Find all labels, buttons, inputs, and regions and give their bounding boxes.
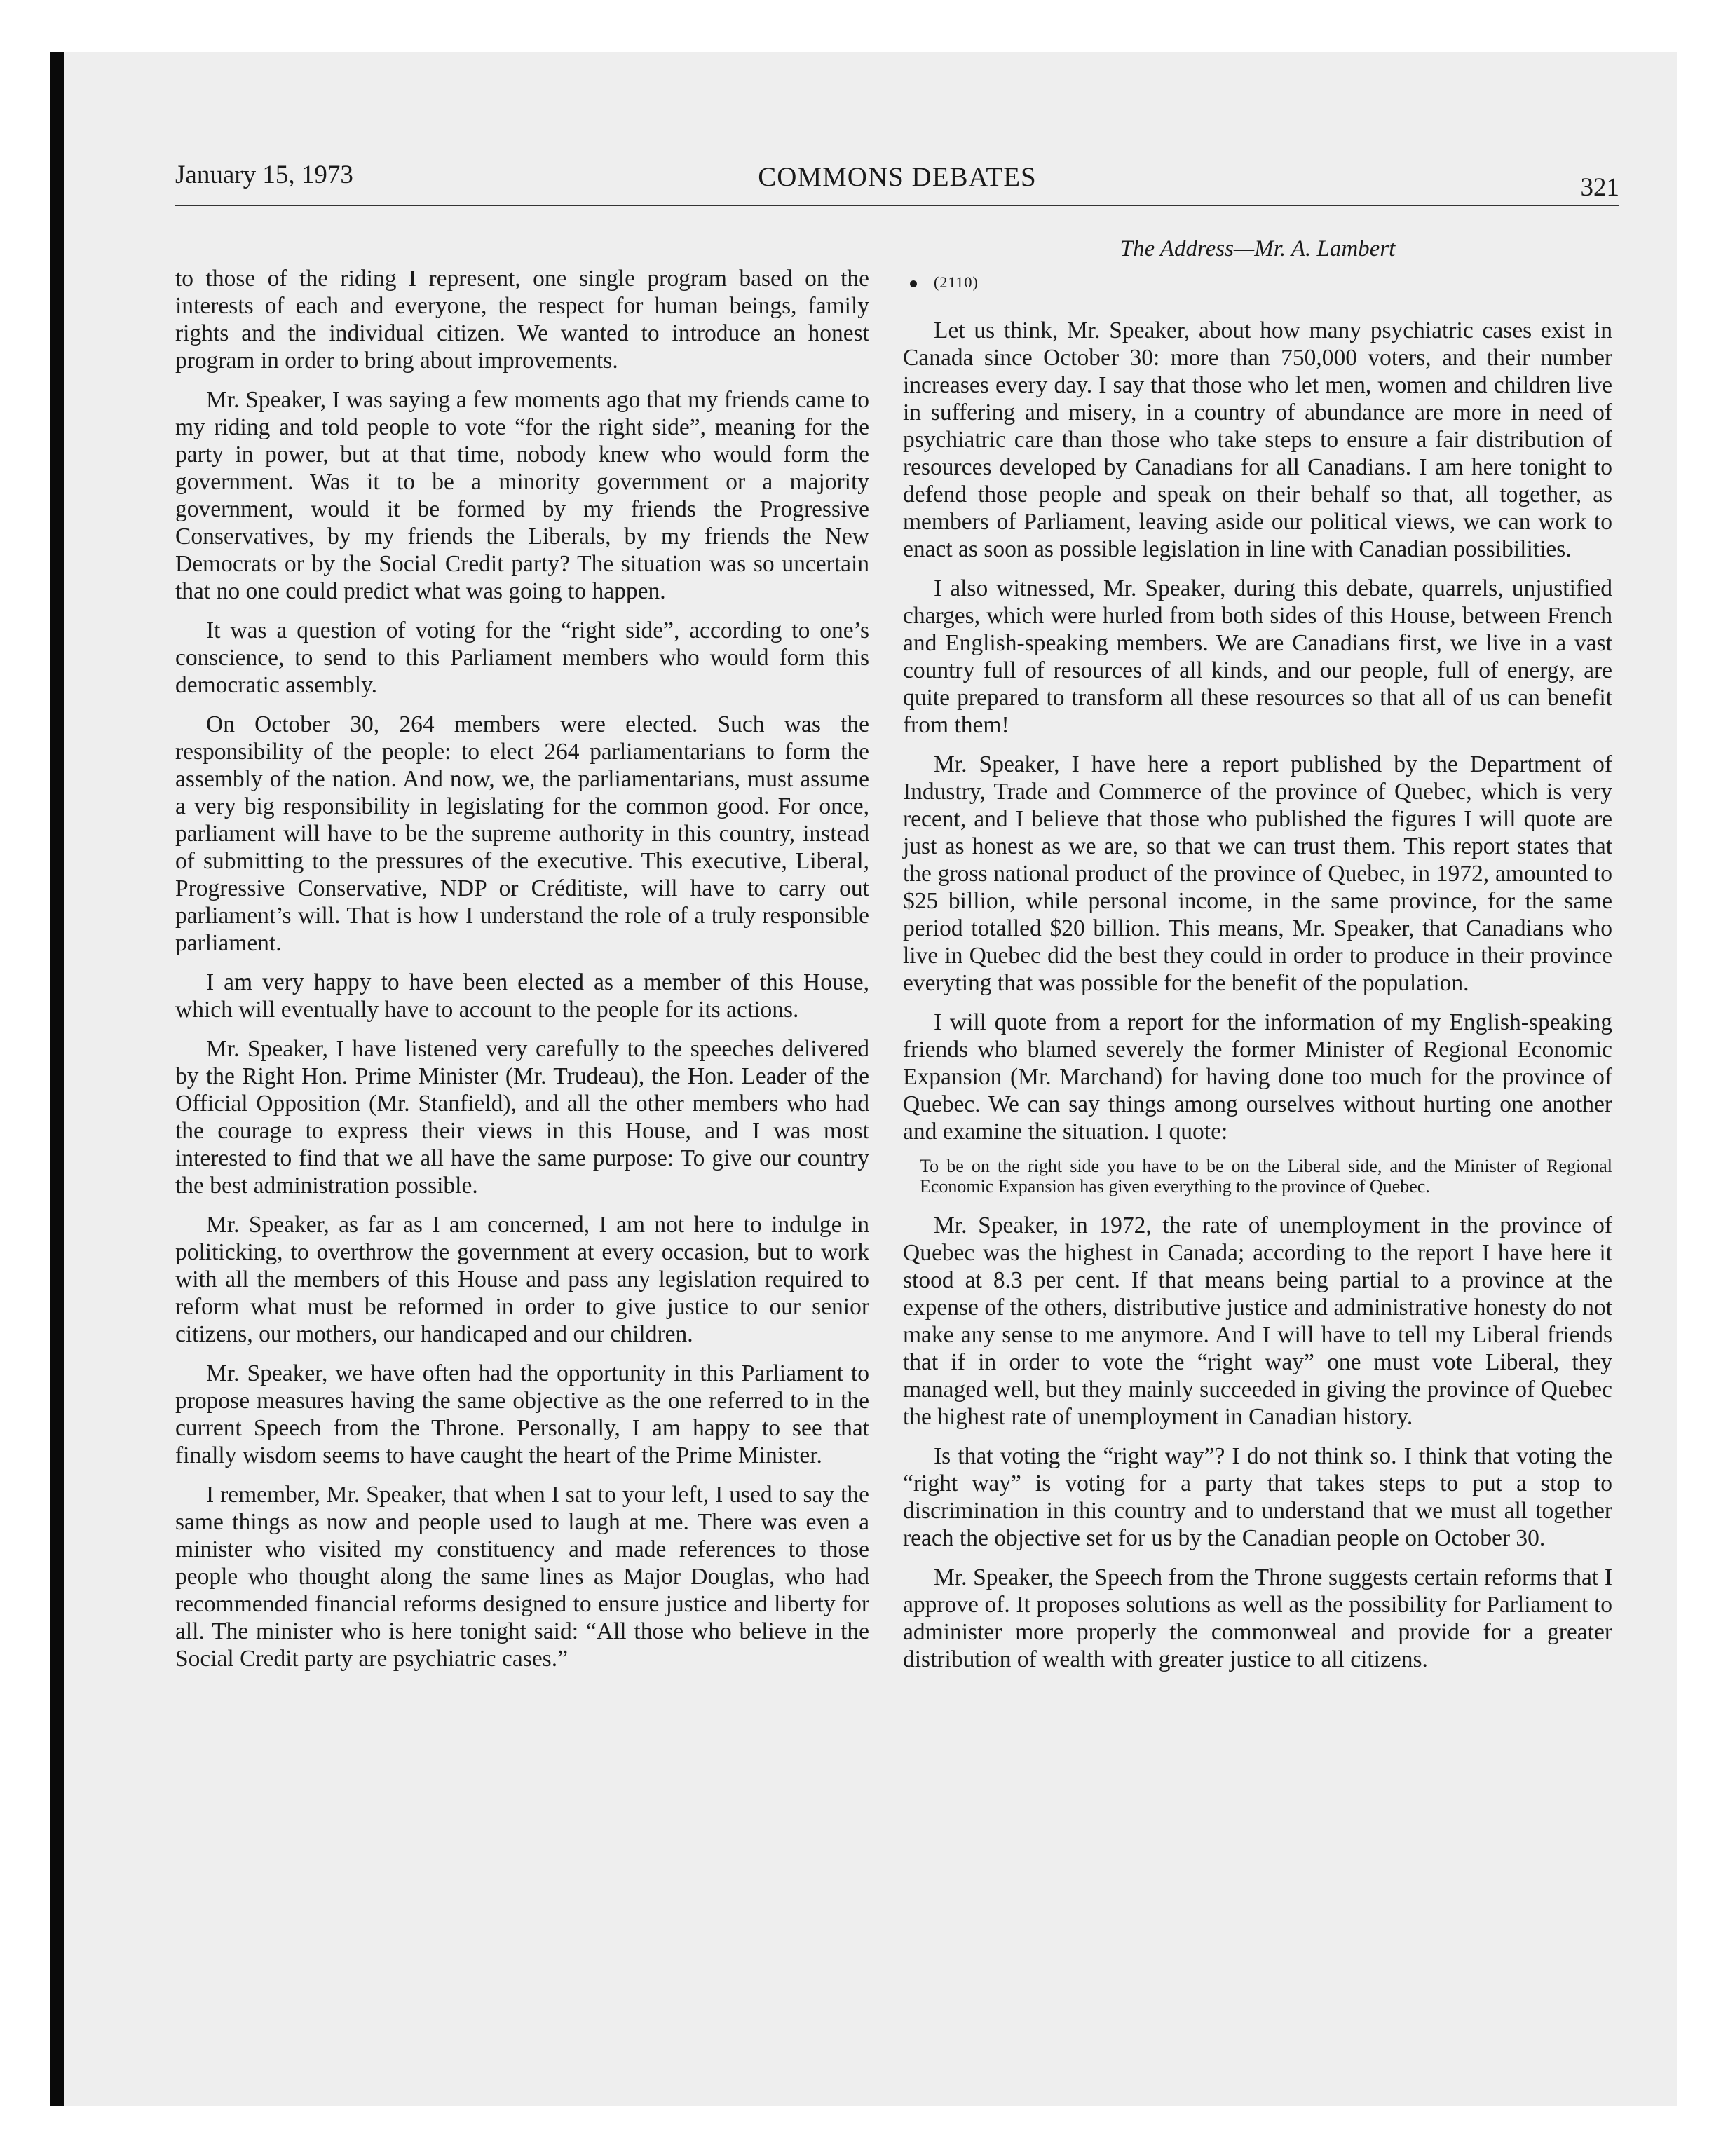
paragraph: I am very happy to have been elected as a member of this House, which will eventually have to account to the people for its actions. bbox=[175, 969, 869, 1023]
header-rule bbox=[175, 205, 1619, 206]
paragraph: Let us think, Mr. Speaker, about how many psychiatric cases exist in Canada since October 30: more than 750,000 voters, and their number increases every day. I say that those who let men, women and children live in suffering and misery, in a country of abundance are more in need of psychiatric care than those who take steps to ensure a fair distribution of resources developed by Canadians for all Canadians. I am here tonight to defend those people and speak on their behalf so that, all together, as members of Parliament, leaving aside our political views, we can work to enact as soon as possible legislation in line with Canadian possibilities. bbox=[903, 318, 1612, 562]
paragraph: Mr. Speaker, as far as I am concerned, I am not here to indulge in politicking, to overthrow the government at every occasion, but to work with all the members of this House and pass any legislation required to reform what must be reformed in order to give justice to our senior citizens, our mothers, our handicaped and our children. bbox=[175, 1212, 869, 1347]
running-head: The Address—Mr. A. Lambert bbox=[1120, 236, 1396, 261]
right-column bbox=[903, 236, 1612, 1685]
scan-binding-edge bbox=[50, 52, 64, 2106]
paragraph: Mr. Speaker, I have here a report published by the Department of Industry, Trade and Commerce of the province of Quebec, which is very recent, and I believe that those who published the figures I will quote are just as honest as we are, so that we can trust them. This report states that the gross national product of the province of Quebec, in 1972, amounted to $25 billion, while personal income, in the same province, for the same period totalled $20 billion. This means, Mr. Speaker, that Canadians who live in Quebec did the best they could in order to produce in their province everyting that was possible for the benefit of the population. bbox=[903, 751, 1612, 996]
paragraph: Mr. Speaker, we have often had the opportunity in this Parliament to propose measures having the same objective as the one referred to in the current Speech from the Throne. Personally, I am happy to see that finally wisdom seems to have caught the heart of the Prime Minister. bbox=[175, 1360, 869, 1468]
paragraph: Mr. Speaker, I have listened very carefully to the speeches delivered by the Right Hon. Prime Minister (Mr. Trudeau), the Hon. Leader of the Official Opposition (Mr. Stanfield), and all the other members who had the courage to express their views in this House, and I was most interested to find that we all have the same purpose: To give our country the best administration possible. bbox=[175, 1036, 869, 1199]
paragraph: Is that voting the “right way”? I do not think so. I think that voting the “right way” is voting for a party that takes steps to put a stop to discrimination in this country and to understand that we must all together reach the objective set for us by the Canadian people on October 30. bbox=[903, 1443, 1612, 1551]
page-header bbox=[175, 160, 1619, 203]
paragraph: Mr. Speaker, the Speech from the Throne suggests certain reforms that I approve of. It proposes solutions as well as the possibility for Parliament to administer more properly the commonweal and provide for a greater distribution of wealth with greater justice to all citizens. bbox=[903, 1564, 1612, 1672]
paragraph: I also witnessed, Mr. Speaker, during this debate, quarrels, unjustified charges, which were hurled from both sides of this House, between French and English-speaking members. We are Canadians first, we live in a vast country full of resources of all kinds, and our people, full of energy, are quite prepared to transform all these resources so that all of us can benefit from them! bbox=[903, 575, 1612, 738]
block-quote: To be on the right side you have to be on the Liberal side, and the Minister of Regional Economic Expansion has given everything to the province of Quebec. bbox=[920, 1156, 1612, 1196]
left-column bbox=[175, 265, 869, 1684]
time-marker-label: (2110) bbox=[934, 273, 979, 291]
header-title: COMMONS DEBATES bbox=[758, 162, 1037, 192]
time-marker bbox=[910, 268, 1612, 296]
paragraph: to those of the riding I represent, one single program based on the interests of each and everyone, the respect for human beings, family rights and the individual citizen. We wanted to introduce an honest program in order to bring about improvements. bbox=[175, 266, 869, 374]
paragraph: It was a question of voting for the “right side”, according to one’s conscience, to send to this Parliament members who would form this democratic assembly. bbox=[175, 618, 869, 698]
paragraph: Mr. Speaker, I was saying a few moments ago that my friends came to my riding and told people to vote “for the right side”, meaning for the party in power, but at that time, nobody knew who would form the government. Was it to be a minority government or a majority government, would it be formed by my friends the Progressive Conservatives, by my friends the Liberals, by my friends the New Democrats or by the Social Credit party? The situation was so uncertain that no one could predict what was going to happen. bbox=[175, 387, 869, 604]
bullet-icon bbox=[910, 280, 917, 287]
page-number: 321 bbox=[1580, 173, 1619, 202]
header-date: January 15, 1973 bbox=[175, 161, 353, 189]
paragraph: I remember, Mr. Speaker, that when I sat to your left, I used to say the same things as now and people used to laugh at me. There was even a minister who visited my constituency and made references to those people who thought along the same lines as Major Douglas, who had recommended financial reforms designed to ensure justice and liberty for all. The minister who is here tonight said: “All those who believe in the Social Credit party are psychiatric cases.” bbox=[175, 1482, 869, 1672]
paragraph: I will quote from a report for the information of my English-speaking friends who blamed severely the former Minister of Regional Economic Expansion (Mr. Marchand) for having done too much for the province of Quebec. We can say things among ourselves without hurting one another and examine the situation. I quote: bbox=[903, 1009, 1612, 1145]
paragraph: On October 30, 264 members were elected. Such was the responsibility of the people: to elect 264 parliamentarians to form the assembly of the nation. And now, we, the parliamentarians, must assume a very big responsibility in legislating for the common good. For once, parliament will have to be the supreme authority in this country, instead of submitting to the pressures of the executive. This executive, Liberal, Progressive Conservative, NDP or Créditiste, will have to carry out parliament’s will. That is how I understand the role of a truly responsible parliament. bbox=[175, 711, 869, 956]
paragraph: Mr. Speaker, in 1972, the rate of unemployment in the province of Quebec was the highest in Canada; according to the report I have here it stood at 8.3 per cent. If that means being partial to a province at the expense of the others, distributive justice and administrative honesty do not make any sense to me anymore. And I will have to tell my Liberal friends that if in order to vote the “right way” one must vote Liberal, they managed well, but they mainly succeeded in giving the province of Quebec the highest rate of unemployment in Canadian history. bbox=[903, 1213, 1612, 1430]
